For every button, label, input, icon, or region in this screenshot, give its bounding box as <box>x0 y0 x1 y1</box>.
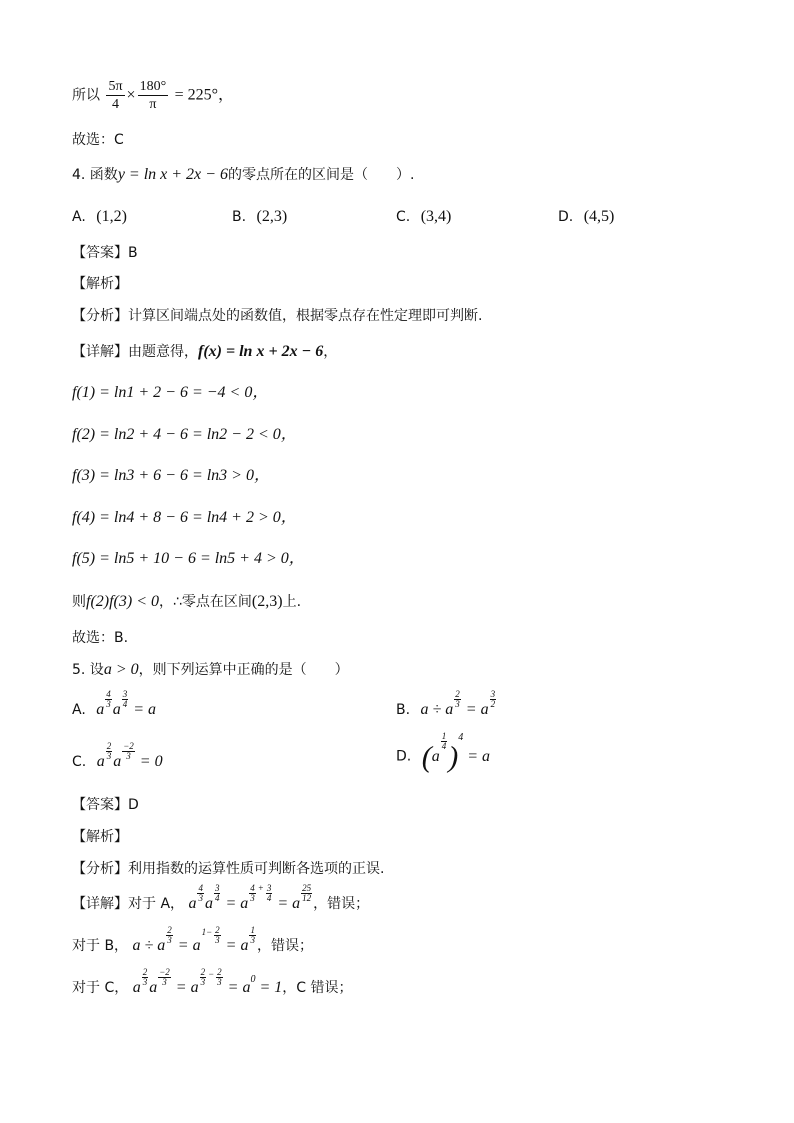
option-5a <box>72 689 157 720</box>
text: ，则下列运算中正确的是（ ） <box>138 662 349 678</box>
text: 4. 函数 <box>72 167 118 183</box>
numerator: 5π <box>108 79 123 94</box>
option-value: (1,2) <box>96 208 127 225</box>
option-formula: (a $\frac{1}{4}$ )$^4$ = a <box>421 731 490 773</box>
text: 对于 B， <box>72 938 129 954</box>
pick-4: 故选：B. <box>72 630 129 646</box>
option-formula: a $\frac{2}{3}$ a $\frac{-2}{3}$ = 0 <box>96 741 163 770</box>
result: = 225°， <box>174 86 235 104</box>
text: 所以 <box>72 87 100 104</box>
formula: f(2)f(3) < 0 <box>86 593 159 610</box>
text: ，错误； <box>313 896 370 912</box>
option-b <box>232 207 287 227</box>
text: ，C 错误； <box>282 980 353 996</box>
option-label: C. <box>72 754 87 770</box>
text: 对于 A， <box>128 896 185 912</box>
tag: 【详解】 <box>72 896 128 912</box>
option-label: D. <box>396 748 412 765</box>
option-label: D. <box>558 209 574 225</box>
option-a <box>72 207 127 227</box>
numerator: 180° <box>139 79 167 94</box>
option-formula: a ÷ a $\frac{2}{3}$ = a $\frac{3}{2}$ <box>420 689 496 718</box>
option-value: (4,5) <box>583 208 615 225</box>
option-label: B. <box>396 702 411 718</box>
option-label: A. <box>72 209 86 225</box>
option-label: C. <box>396 209 411 225</box>
eval-f3: f(3) = ln3 + 6 − 6 = ln3 > 0， <box>72 467 270 484</box>
tag: 【详解】 <box>72 344 128 360</box>
times-sign: × <box>126 86 136 104</box>
text: 利用指数的运算性质可判断各选项的正误. <box>128 861 385 877</box>
interval: (2,3) <box>251 593 283 610</box>
fraction <box>138 78 169 113</box>
answer-choice-line: 故选：C <box>72 132 124 148</box>
option-label: A. <box>72 702 86 718</box>
option-d <box>558 207 614 227</box>
conclusion-4 <box>72 592 301 612</box>
eval-f4: f(4) = ln4 + 8 − 6 = ln4 + 2 > 0， <box>72 509 297 526</box>
text: 的零点所在的区间是（ ）. <box>227 167 415 183</box>
text: 对于 C， <box>72 980 129 996</box>
detail-5b <box>72 925 313 956</box>
denominator: 4 <box>111 97 119 112</box>
eval-f2: f(2) = ln2 + 4 − 6 = ln2 − 2 < 0， <box>72 426 297 443</box>
denominator: π <box>149 97 157 112</box>
eval-f1: f(1) = ln1 + 2 − 6 = −4 < 0， <box>72 384 269 401</box>
text: 由题意得， <box>128 344 198 360</box>
text: ，∴零点在区间 <box>159 594 252 610</box>
formula: f(x) = ln x + 2x − 6 <box>198 343 324 360</box>
option-value: (2,3) <box>256 208 288 225</box>
formula: a > 0 <box>103 661 139 678</box>
analysis-4-heading: 【解析】 <box>72 276 128 292</box>
formula: y = ln x + 2x − 6 <box>117 166 228 183</box>
option-label: B. <box>232 209 247 225</box>
option-5b <box>396 689 497 720</box>
option-5d <box>396 731 490 773</box>
text: 5. 设 <box>72 662 104 678</box>
question-4-stem <box>72 165 414 185</box>
text: 计算区间端点处的函数值，根据零点存在性定理即可判断. <box>128 308 483 324</box>
text: ，错误； <box>256 938 313 954</box>
option-formula: a $\frac{4}{3}$ a $\frac{3}{4}$ = a <box>96 689 157 718</box>
option-5c <box>72 741 163 772</box>
text: 则 <box>72 594 86 610</box>
formula: a ÷ a $\frac{2}{3}$ = a1− $\frac{2}{3}$ = a $\frac{1}{3}$ <box>132 925 255 954</box>
analysis-5-summary <box>72 859 384 879</box>
detail-5a <box>72 883 370 914</box>
answer-4: 【答案】B <box>72 245 138 261</box>
formula: a $\frac{4}{3}$ a $\frac{3}{4}$ = a $\frac{4}{3}$ + $\frac{3}{4}$ = a $\frac{25}{12}$ <box>188 883 312 912</box>
text: ， <box>323 344 338 360</box>
analysis-4-summary <box>72 306 482 326</box>
question-5-stem <box>72 660 349 680</box>
conversion-line <box>72 78 234 113</box>
answer-5: 【答案】D <box>72 797 139 813</box>
tag: 【分析】 <box>72 308 128 324</box>
analysis-5-heading: 【解析】 <box>72 829 128 845</box>
eval-f5: f(5) = ln5 + 10 − 6 = ln5 + 4 > 0， <box>72 550 305 567</box>
fraction <box>106 78 124 113</box>
text: 上. <box>282 594 302 610</box>
option-c <box>396 207 451 227</box>
detail-5c <box>72 967 353 998</box>
formula: a $\frac{2}{3}$ a $\frac{-2}{3}$ = a $\frac{2}{3}$ − $\frac{2}{3}$ = $a^0 = 1$ <box>132 967 283 996</box>
option-value: (3,4) <box>420 208 452 225</box>
tag: 【分析】 <box>72 861 128 877</box>
detail-4 <box>72 342 337 362</box>
